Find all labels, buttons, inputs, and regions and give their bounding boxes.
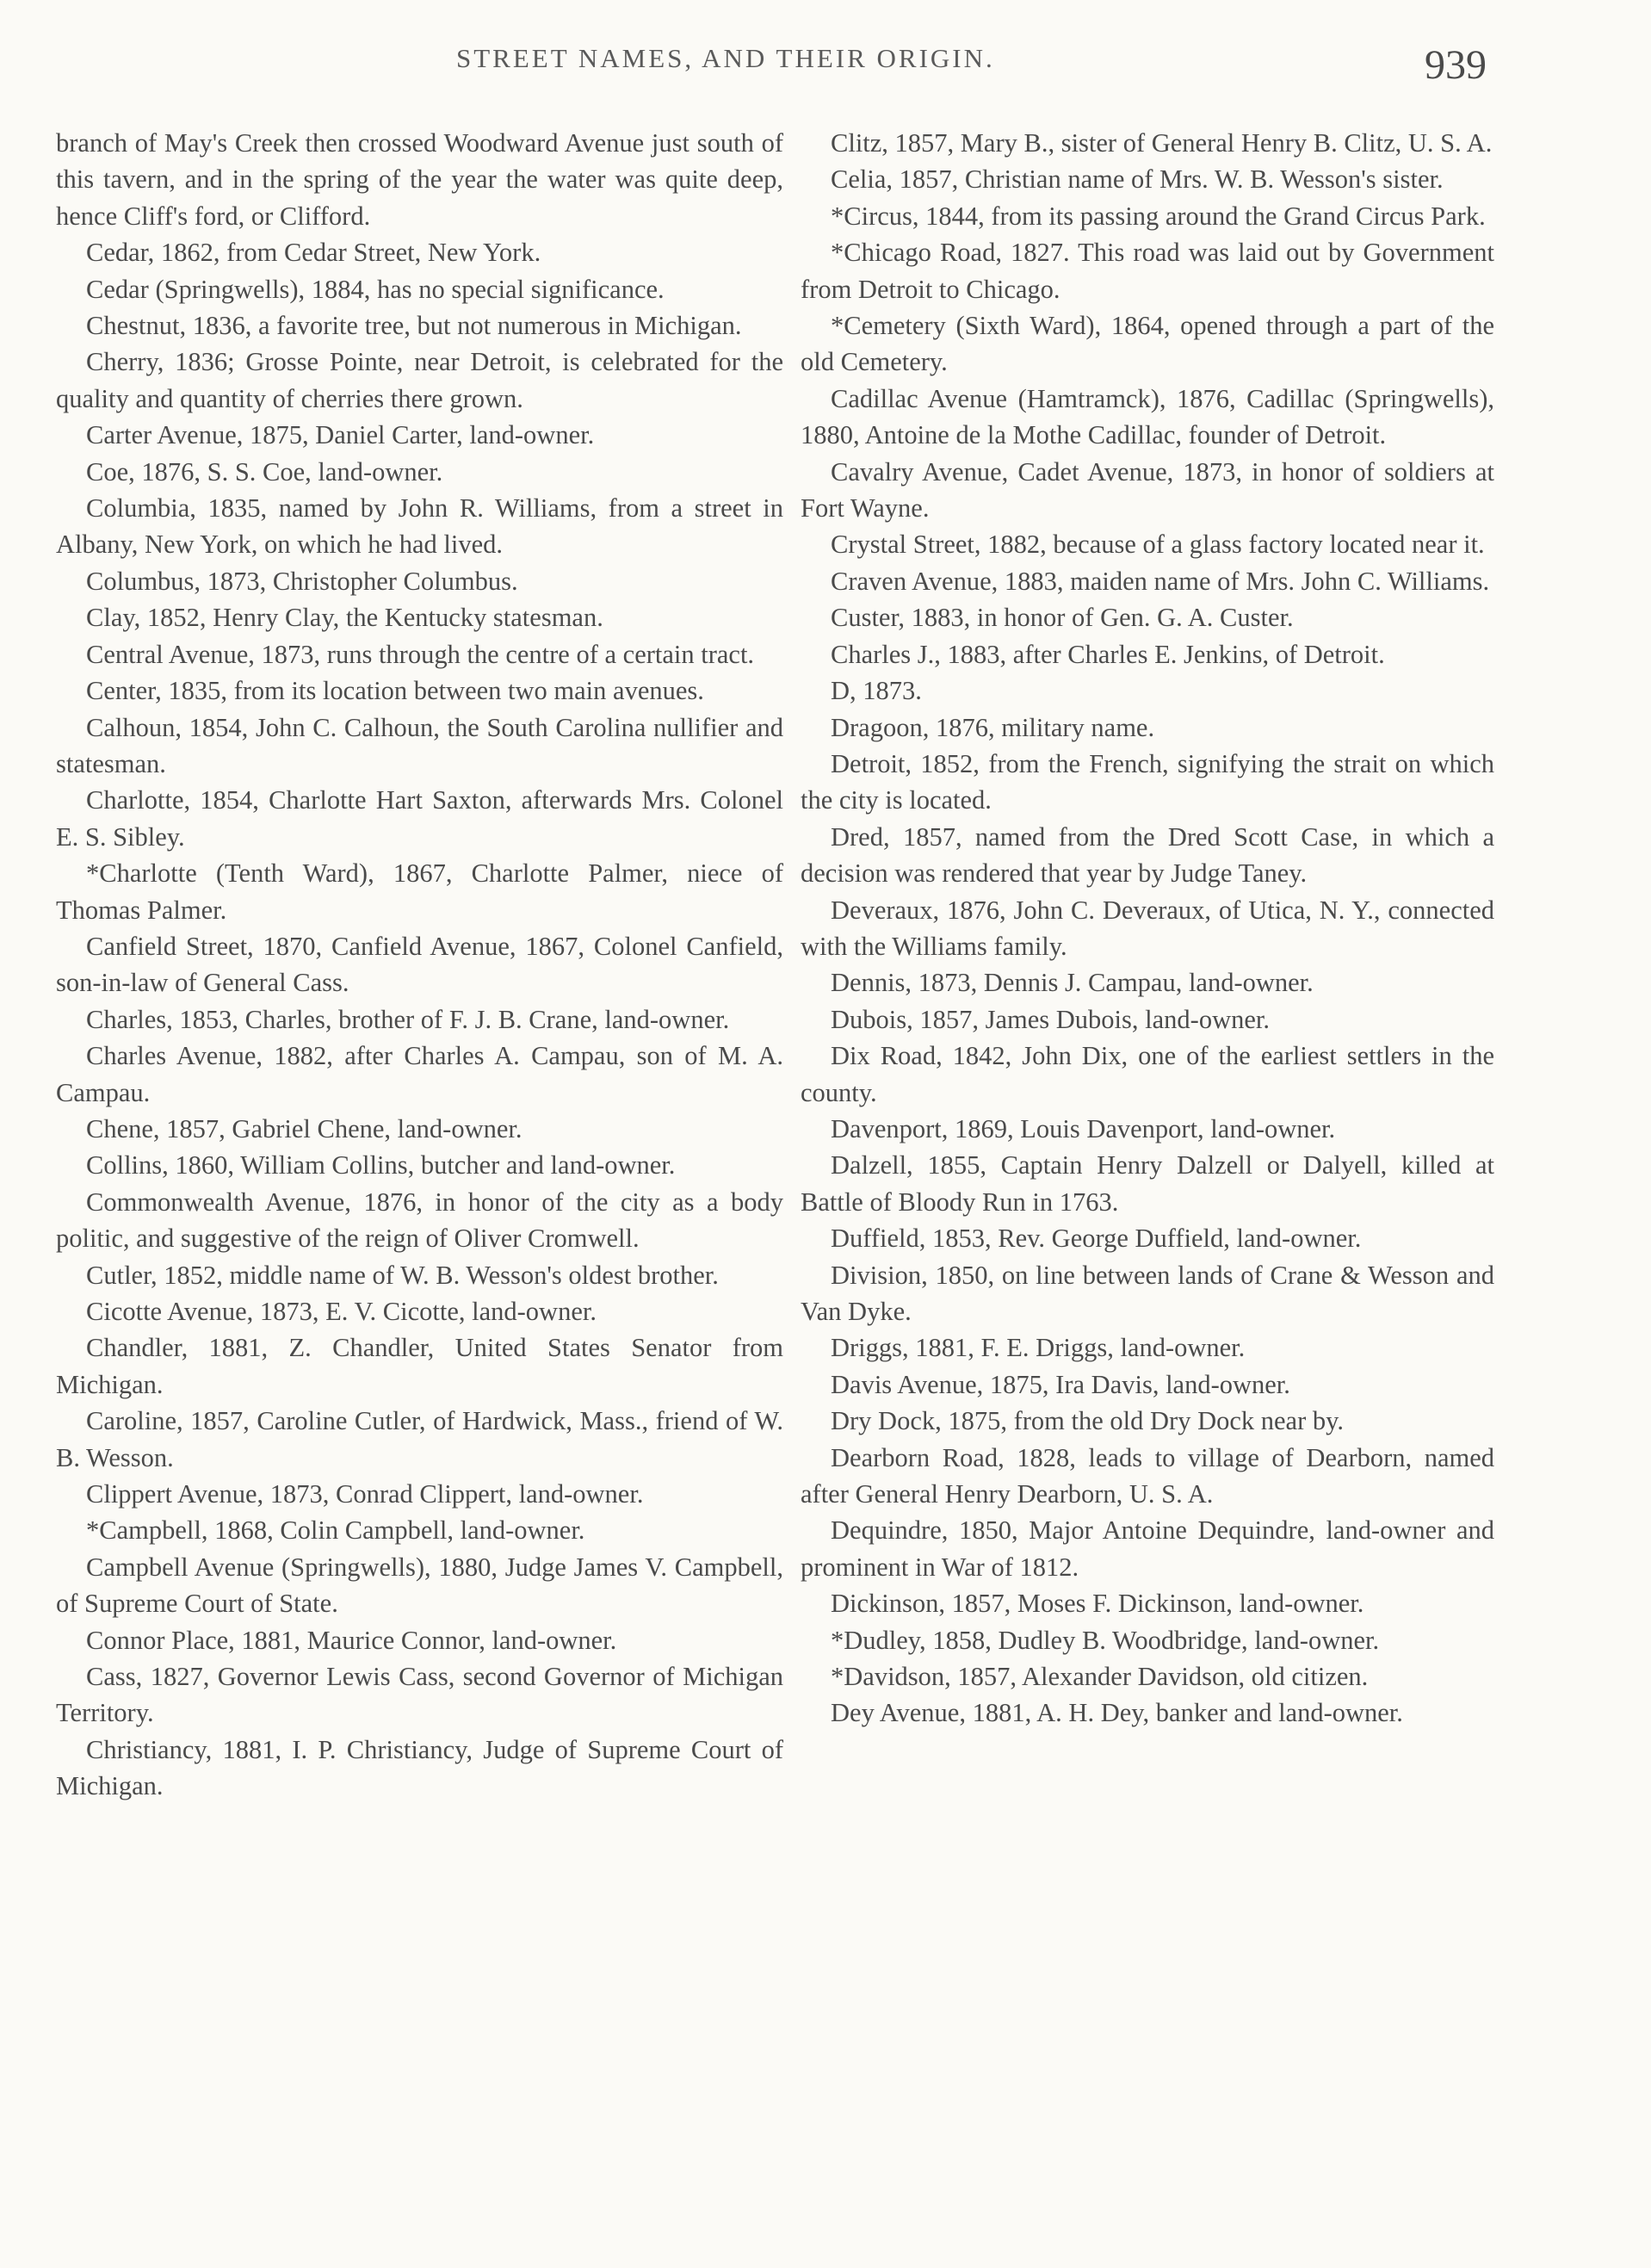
- street-entry: Charles Avenue, 1882, after Charles A. Campau, son of M. A. Campau.: [56, 1041, 783, 1107]
- street-entry: Custer, 1883, in honor of Gen. G. A. Custer.: [831, 603, 1294, 633]
- street-entry: Crystal Street, 1882, because of a glass factory located near it.: [831, 530, 1485, 560]
- street-entry: Cass, 1827, Governor Lewis Cass, second Governor of Michigan Territory.: [56, 1662, 783, 1728]
- street-entry: Dred, 1857, named from the Dred Scott Case, in which a decision was rendered that year by Judge Taney.: [801, 821, 1494, 889]
- street-entry: Driggs, 1881, F. E. Driggs, land-owner.: [831, 1333, 1246, 1363]
- street-entry: Clippert Avenue, 1873, Conrad Clippert, land-owner.: [86, 1479, 644, 1509]
- street-entry: *Davidson, 1857, Alexander Davidson, old citizen.: [831, 1662, 1369, 1692]
- street-entry: Coe, 1876, S. S. Coe, land-owner.: [86, 456, 443, 486]
- street-entry: Cedar (Springwells), 1884, has no special significance.: [86, 274, 665, 304]
- right-column: [801, 125, 1494, 1732]
- header-title: STREET NAMES, AND THEIR ORIGIN.: [456, 43, 995, 73]
- street-entry: Dix Road, 1842, John Dix, one of the earliest settlers in the county.: [801, 1041, 1494, 1107]
- street-entry: Carter Avenue, 1875, Daniel Carter, land-owner.: [86, 420, 595, 450]
- street-entry: D, 1873.: [831, 676, 922, 706]
- street-entry: Dequindre, 1850, Major Antoine Dequindre, land-owner and prominent in War of 1812.: [801, 1515, 1494, 1582]
- street-entry: Charles, 1853, Charles, brother of F. J. B. Crane, land-owner.: [86, 1004, 730, 1034]
- street-entry: Celia, 1857, Christian name of Mrs. W. B. Wesson's sister.: [831, 164, 1444, 195]
- street-entry: Central Avenue, 1873, runs through the centre of a certain tract.: [86, 639, 755, 669]
- street-entry: Dragoon, 1876, military name.: [831, 712, 1155, 742]
- street-entry: Davenport, 1869, Louis Davenport, land-owner.: [831, 1113, 1336, 1143]
- street-entry: Chestnut, 1836, a favorite tree, but not numerous in Michigan.: [86, 311, 742, 341]
- street-entry: Canfield Street, 1870, Canfield Avenue, 1867, Colonel Canfield, son-in-law of General Cass.: [56, 931, 783, 998]
- street-entry: Dearborn Road, 1828, leads to village of Dearborn, named after General Henry Dearborn, U. S. A.: [801, 1442, 1494, 1509]
- street-entry: Cadillac Avenue (Hamtramck), 1876, Cadillac (Springwells), 1880, Antoine de la Mothe Cadillac, founder of Detroit.: [801, 383, 1494, 450]
- street-entry: Charles J., 1883, after Charles E. Jenkins, of Detroit.: [831, 639, 1385, 669]
- street-entry: Duffield, 1853, Rev. George Duffield, land-owner.: [831, 1224, 1362, 1254]
- street-entry: Commonwealth Avenue, 1876, in honor of the city as a body politic, and suggestive of the reign of Oliver Cromwell.: [56, 1187, 783, 1254]
- street-entry: *Cemetery (Sixth Ward), 1864, opened through a part of the old Cemetery.: [801, 311, 1494, 377]
- street-entry: Columbus, 1873, Christopher Columbus.: [86, 566, 518, 596]
- street-entry: Caroline, 1857, Caroline Cutler, of Hardwick, Mass., friend of W. B. Wesson.: [56, 1406, 783, 1472]
- street-entry: Cedar, 1862, from Cedar Street, New York.: [86, 238, 541, 268]
- street-entry: branch of May's Creek then crossed Woodward Avenue just south of this tavern, and in the spring of the year the water was quite deep, hence Cliff's ford, or Clifford.: [56, 128, 783, 231]
- street-entry: Clay, 1852, Henry Clay, the Kentucky statesman.: [86, 603, 603, 633]
- street-entry: Cicotte Avenue, 1873, E. V. Cicotte, land-owner.: [86, 1297, 597, 1326]
- street-entry: Collins, 1860, William Collins, butcher and land-owner.: [86, 1150, 676, 1180]
- street-entry: Charlotte, 1854, Charlotte Hart Saxton, afterwards Mrs. Colonel E. S. Sibley.: [56, 785, 783, 852]
- street-entry: Dubois, 1857, James Dubois, land-owner.: [831, 1004, 1270, 1034]
- street-entry: Dey Avenue, 1881, A. H. Dey, banker and land-owner.: [831, 1698, 1403, 1728]
- street-entry: Chandler, 1881, Z. Chandler, United States Senator from Michigan.: [56, 1333, 783, 1399]
- street-entry: Connor Place, 1881, Maurice Connor, land-owner.: [86, 1625, 617, 1655]
- street-entry: Dry Dock, 1875, from the old Dry Dock near by.: [831, 1406, 1345, 1436]
- street-entry: *Chicago Road, 1827. This road was laid out by Government from Detroit to Chicago.: [801, 238, 1494, 304]
- street-entry: Center, 1835, from its location between two main avenues.: [86, 676, 704, 706]
- street-entry: Dennis, 1873, Dennis J. Campau, land-owner.: [831, 968, 1314, 998]
- street-entry: Davis Avenue, 1875, Ira Davis, land-owner.: [831, 1369, 1290, 1399]
- street-entry: *Campbell, 1868, Colin Campbell, land-owner.: [86, 1515, 585, 1546]
- street-entry: *Circus, 1844, from its passing around the Grand Circus Park.: [831, 201, 1486, 231]
- street-entry: Detroit, 1852, from the French, signifying the strait on which the city is located.: [801, 748, 1494, 815]
- street-entry: Cherry, 1836; Grosse Pointe, near Detroit, is celebrated for the quality and quantity of cherries there grown.: [56, 347, 783, 413]
- street-entry: *Charlotte (Tenth Ward), 1867, Charlotte Palmer, niece of Thomas Palmer.: [56, 858, 783, 925]
- street-entry: Craven Avenue, 1883, maiden name of Mrs. John C. Williams.: [831, 566, 1490, 596]
- street-entry: Deveraux, 1876, John C. Deveraux, of Utica, N. Y., connected with the Williams family.: [801, 895, 1494, 961]
- street-entry: Campbell Avenue (Springwells), 1880, Judge James V. Campbell, of Supreme Court of State.: [56, 1552, 783, 1619]
- street-entry: Christiancy, 1881, I. P. Christiancy, Judge of Supreme Court of Michigan.: [56, 1734, 783, 1801]
- running-header: [0, 0, 1651, 95]
- street-entry: Division, 1850, on line between lands of Crane & Wesson and Van Dyke.: [801, 1260, 1494, 1326]
- page-number: 939: [1425, 42, 1487, 88]
- street-entry: Chene, 1857, Gabriel Chene, land-owner.: [86, 1113, 523, 1143]
- street-entry: Dalzell, 1855, Captain Henry Dalzell or Dalyell, killed at Battle of Bloody Run in 1763.: [801, 1150, 1494, 1217]
- street-entry: *Dudley, 1858, Dudley B. Woodbridge, land-owner.: [831, 1625, 1380, 1655]
- street-entry: Columbia, 1835, named by John R. Williams, from a street in Albany, New York, on which he had lived.: [56, 493, 783, 560]
- street-entry: Cavalry Avenue, Cadet Avenue, 1873, in honor of soldiers at Fort Wayne.: [801, 456, 1494, 524]
- street-entry: Cutler, 1852, middle name of W. B. Wesson's oldest brother.: [86, 1260, 719, 1290]
- street-entry: Dickinson, 1857, Moses F. Dickinson, land-owner.: [831, 1589, 1364, 1619]
- street-entry: Clitz, 1857, Mary B., sister of General Henry B. Clitz, U. S. A.: [831, 128, 1493, 158]
- left-column: [56, 125, 783, 1805]
- street-entry: Calhoun, 1854, John C. Calhoun, the South Carolina nullifier and statesman.: [56, 712, 783, 778]
